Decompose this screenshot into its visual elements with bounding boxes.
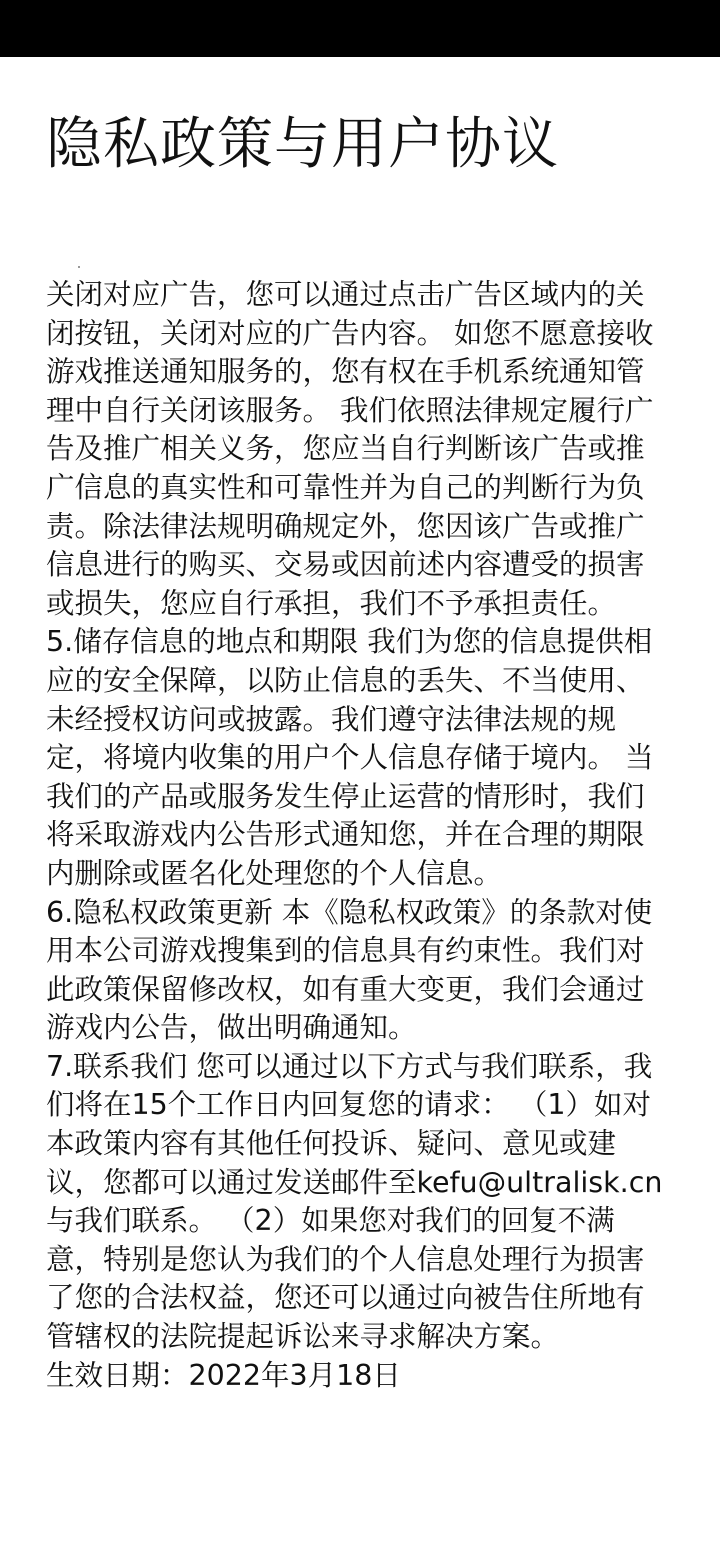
paragraph-storage-location: 5.储存信息的地点和期限 我们为您的信息提供相应的安全保障，以防止信息的丢失、不当使用、未经授权访问或披露。我们遵守法律法规的规定，将境内收集的用户个人信息存储于境内。 当我们的产品或服务发生停止运营的情形时，我们将采取游戏内公告形式通知您，并在合理的期限内删除或匿名化处理您的个人信息。 <box>46 625 654 890</box>
paragraph-policy-update: 6.隐私权政策更新 本《隐私权政策》的条款对使用本公司游戏搜集到的信息具有约束性。我们对此政策保留修改权，如有重大变更，我们会通过游戏内公告，做出明确通知。 <box>46 895 653 1045</box>
decorative-dot <box>78 266 80 268</box>
page-title: 隐私政策与用户协议 <box>46 112 559 177</box>
status-bar <box>0 0 720 57</box>
paragraph-ad-closing: 关闭对应广告，您可以通过点击广告区域内的关闭按钮，关闭对应的广告内容。 如您不愿意接收游戏推送通知服务的，您有权在手机系统通知管理中自行关闭该服务。 我们依照法律规定履行广告及推广相关义务，您应当自行判断该广告或推广信息的真实性和可靠性并为自己的判断行为负责。除法律法规明确规定外，您因该广告或推广信息进行的购买、交易或因前述内容遭受的损害或损失，您应自行承担，我们不予承担责任。 <box>46 278 654 620</box>
policy-body[interactable] <box>46 276 668 1395</box>
effective-date: 生效日期：2022年3月18日 <box>46 1358 401 1392</box>
paragraph-contact-us: 7.联系我们 您可以通过以下方式与我们联系，我们将在15个工作日内回复您的请求： （1）如对本政策内容有其他任何投诉、疑问、意见或建议，您都可以通过发送邮件至kefu@ultralisk.cn与我们联系。 （2）如果您对我们的回复不满意，特别是您认为我们的个人信息处理行为损害了您的合法权益，您还可以通过向被告住所地有管辖权的法院提起诉讼来寻求解决方案。 <box>46 1049 663 1354</box>
